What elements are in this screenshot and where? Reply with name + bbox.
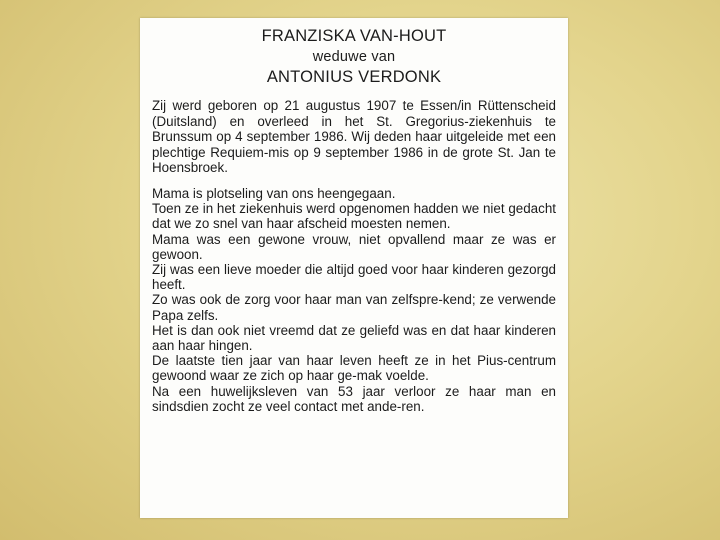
text-paragraph: Na een huwelijksleven van 53 jaar verloor ze haar man en sindsdien zocht ze veel contact met ande-ren. [152,383,556,414]
text-paragraph: De laatste tien jaar van haar leven heeft ze in het Pius-centrum gewoond waar ze zich op haar ge-mak voelde. [152,353,556,384]
memorial-card [140,18,568,518]
text-paragraph: Toen ze in het ziekenhuis werd opgenomen hadden we niet gedacht dat we zo snel van haar afscheid moesten nemen. [152,201,556,232]
relation-label: weduwe van [312,49,396,65]
text-paragraph: Zo was ook de zorg voor haar man van zelfspre-kend; ze verwende Papa zelfs. [152,292,556,323]
biography-paragraph: Zij werd geboren op 21 augustus 1907 te Essen/in Rüttenscheid (Duitsland) en overleed in het St. Gregorius-ziekenhuis te Brunssum op 4 september 1986. Wij deden haar uitgeleide met een plechtige Requiem-mis op 9 september 1986 in de grote St. Jan te Hoensbroek. [152,98,556,176]
spouse-name: ANTONIUS VERDONK [266,68,442,86]
text-paragraph: Zij was een lieve moeder die altijd goed voor haar kinderen gezorgd heeft. [152,261,556,293]
text-paragraph: Het is dan ook niet vreemd dat ze geliefd was en dat haar kinderen aan haar hingen. [152,322,556,353]
text-paragraph: Mama is plotseling van ons heengegaan. [152,185,396,201]
text-paragraph: Mama was een gewone vrouw, niet opvallend maar ze was er gewoon. [152,231,556,262]
deceased-name: FRANZISKA VAN-HOUT [261,27,447,45]
